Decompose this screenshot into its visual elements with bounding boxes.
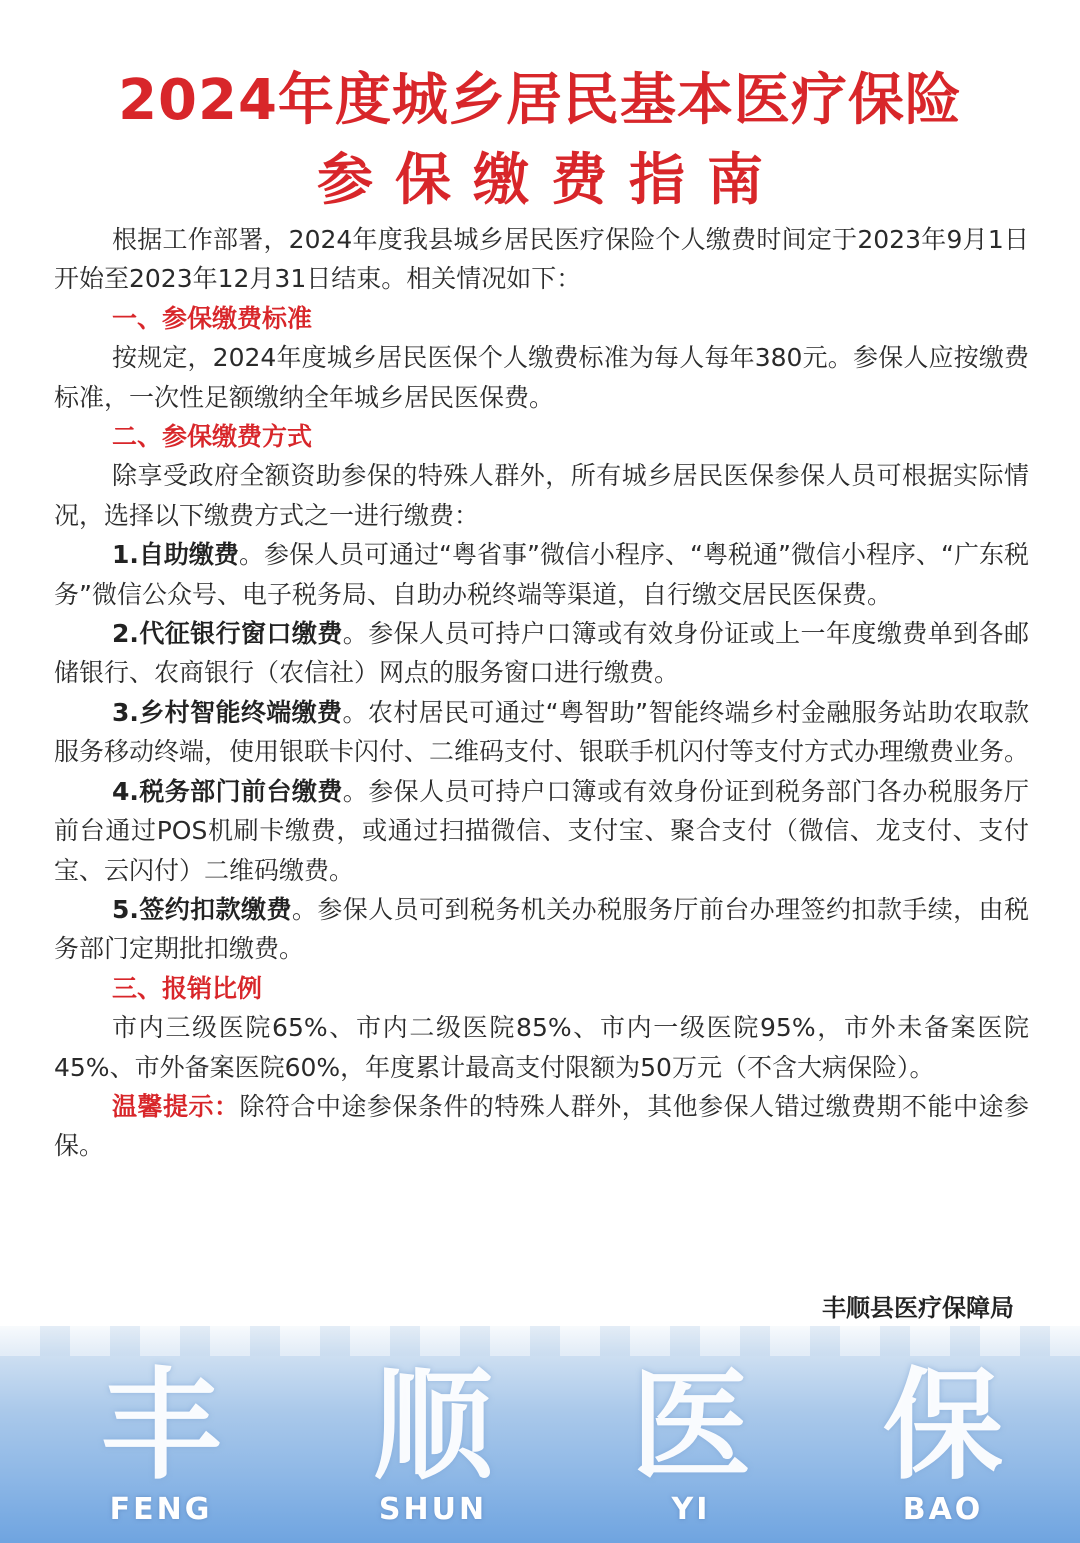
section1-text: 按规定，2024年度城乡居民医保个人缴费标准为每人每年380元。参保人应按缴费标准，一次性足额缴纳全年城乡居民医保费。 bbox=[54, 343, 1029, 412]
payment-item-2 bbox=[54, 614, 1029, 693]
payment-item-text: 。参保人员可持户口簿或有效身份证到税务部门各办税服务厅前台通过POS机刷卡缴费，或通过扫描微信、支付宝、聚合支付（微信、龙支付、支付宝、云闪付）二维码缴费。 bbox=[54, 776, 1029, 885]
payment-item-label: 2.代征银行窗口缴费 bbox=[112, 619, 343, 649]
page-title-line2: 参保缴费指南 bbox=[317, 148, 785, 213]
banner-pinyin: FENG bbox=[109, 1492, 213, 1527]
section3-text: 市内三级医院65%、市内二级医院85%、市内一级医院95%，市外未备案医院45%、市外备案医院60%，年度累计最高支付限额为50万元（不含大病保险）。 bbox=[54, 1013, 1029, 1082]
banner-pinyin: BAO bbox=[902, 1492, 984, 1527]
payment-item-text: 。参保人员可持户口簿或有效身份证或上一年度缴费单到各邮储银行、农商银行（农信社）网点的服务窗口进行缴费。 bbox=[54, 619, 1029, 688]
section1-heading: 一、参保缴费标准 bbox=[112, 303, 313, 333]
payment-item-text: 。农村居民可通过“粤智助”智能终端乡村金融服务站助农取款服务移动终端，使用银联卡闪付、二维码支付、银联手机闪付等支付方式办理缴费业务。 bbox=[54, 697, 1030, 767]
intro-paragraph: 根据工作部署，2024年度我县城乡居民医疗保险个人缴费时间定于2023年9月1日开始至2023年12月31日结束。相关情况如下： bbox=[54, 225, 1029, 294]
banner-char: 丰 bbox=[101, 1357, 221, 1496]
payment-item-label: 4.税务部门前台缴费 bbox=[112, 776, 343, 806]
banner-char: 医 bbox=[631, 1357, 751, 1496]
issuer-signature: 丰顺县医疗保障局 bbox=[822, 1293, 1014, 1322]
payment-item-5 bbox=[54, 890, 1029, 969]
payment-item-label: 1.自助缴费 bbox=[112, 540, 239, 570]
payment-item-label: 3.乡村智能终端缴费 bbox=[112, 697, 343, 727]
payment-item-1 bbox=[54, 535, 1029, 614]
section2-text: 除享受政府全额资助参保的特殊人群外，所有城乡居民医保参保人员可根据实际情况，选择以下缴费方式之一进行缴费： bbox=[54, 461, 1029, 530]
section3-heading: 三、报销比例 bbox=[112, 973, 263, 1003]
warm-tip bbox=[54, 1087, 1029, 1166]
banner-pinyin: SHUN bbox=[378, 1492, 488, 1527]
warm-tip-label: 温馨提示： bbox=[112, 1091, 240, 1121]
banner-char: 顺 bbox=[373, 1357, 493, 1496]
payment-item-text: 。参保人员可到税务机关办税服务厅前台办理签约扣款手续，由税务部门定期批扣缴费。 bbox=[54, 894, 1029, 964]
notice-body bbox=[54, 220, 1029, 1166]
payment-item-label: 5.签约扣款缴费 bbox=[112, 894, 292, 924]
section2-heading: 二、参保缴费方式 bbox=[112, 422, 313, 452]
banner-pinyin: YI bbox=[671, 1492, 711, 1527]
payment-item-3 bbox=[54, 693, 1029, 772]
skyline-decoration bbox=[0, 1326, 1080, 1356]
page-title-line1: 2024年度城乡居民基本医疗保险 bbox=[118, 68, 962, 133]
warm-tip-text: 除符合中途参保条件的特殊人群外，其他参保人错过缴费期不能中途参保。 bbox=[54, 1091, 1029, 1161]
footer-banner bbox=[0, 1326, 1080, 1543]
banner-char: 保 bbox=[883, 1357, 1003, 1496]
payment-item-text: 。参保人员可通过“粤省事”微信小程序、“粤税通”微信小程序、“广东税务”微信公众号、电子税务局、自助办税终端等渠道，自行缴交居民医保费。 bbox=[54, 540, 1029, 609]
payment-item-4 bbox=[54, 772, 1029, 890]
